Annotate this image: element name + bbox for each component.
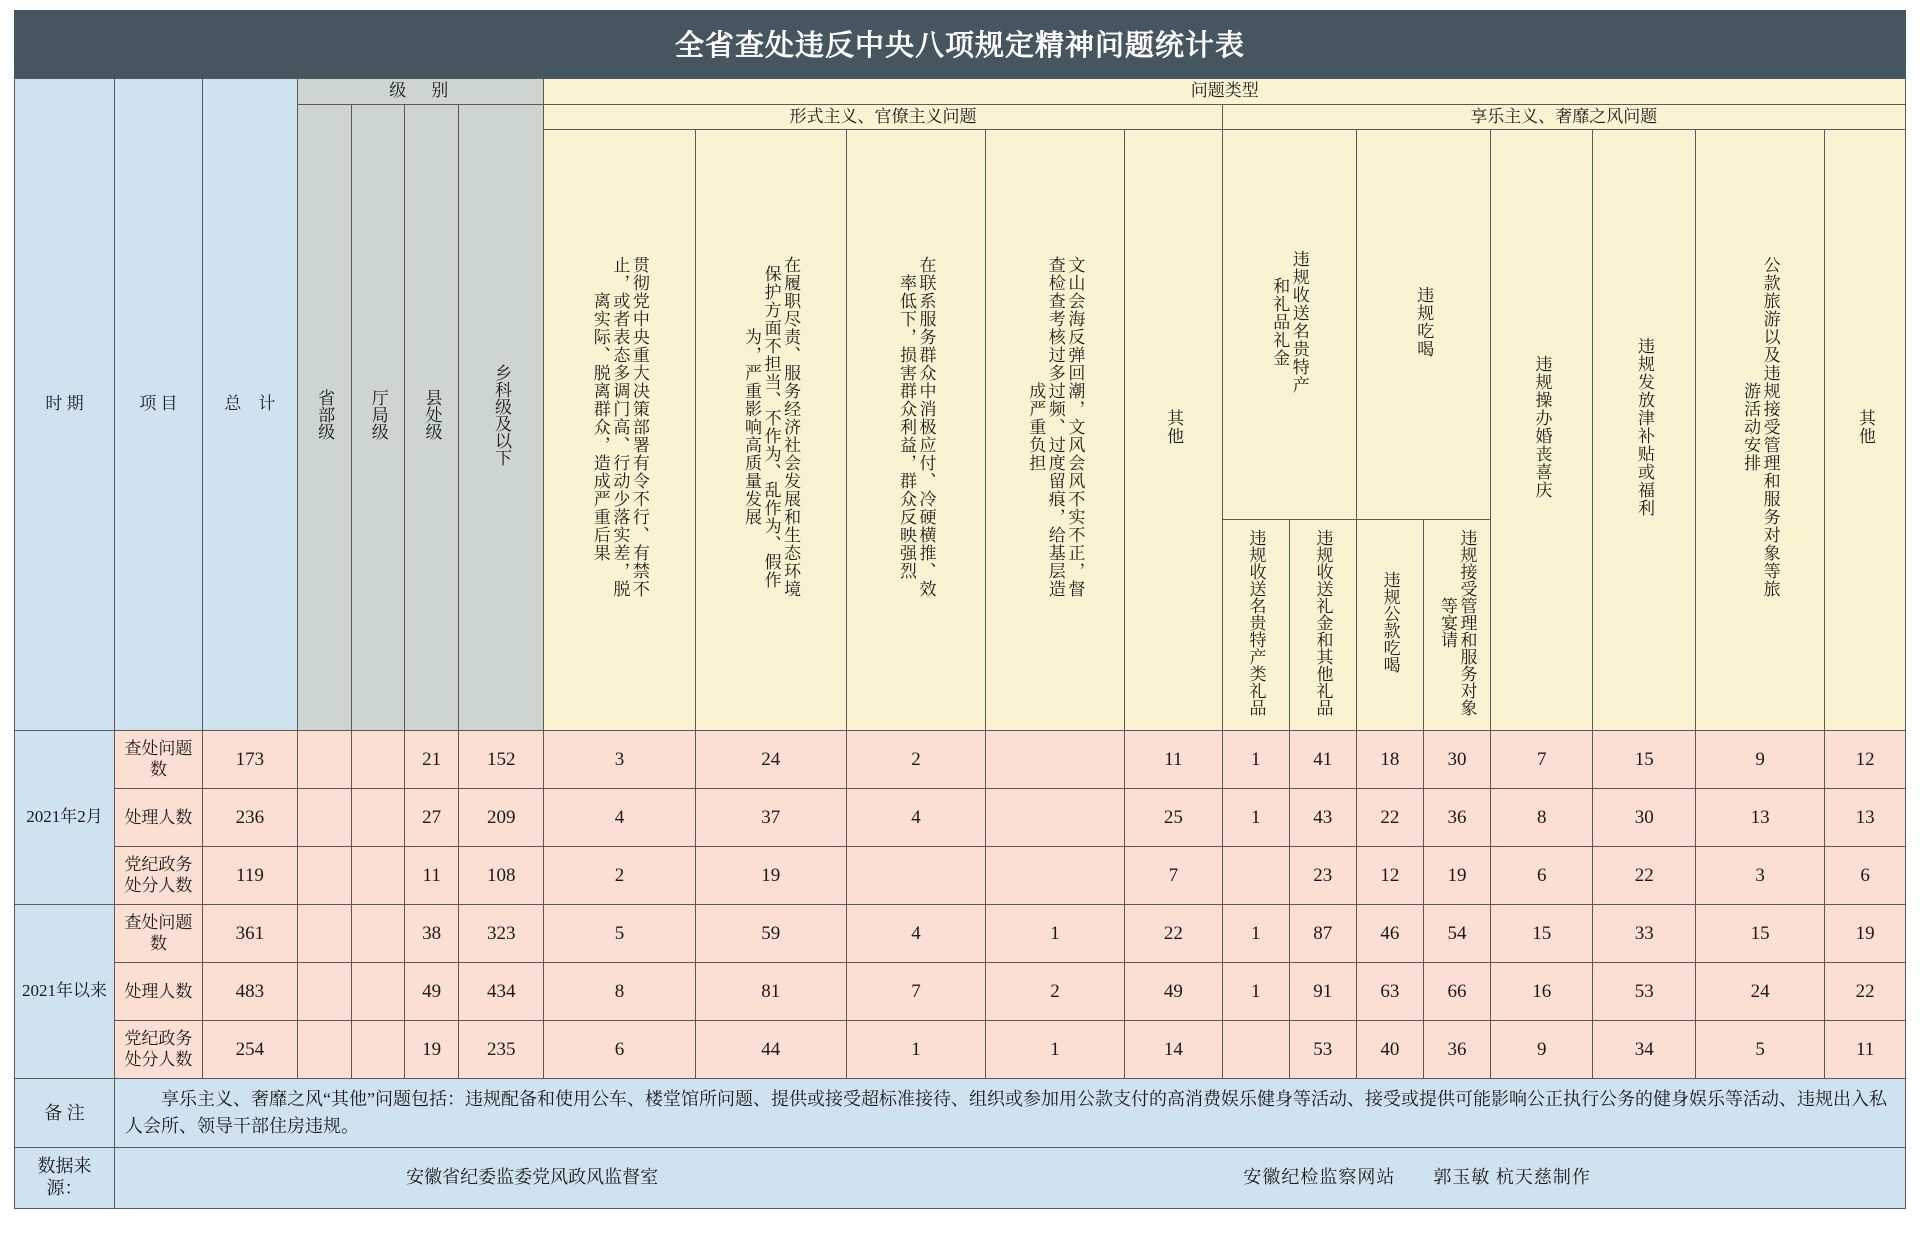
header-formalism-col-2: 在履职尽责、服务经济社会发展和生态环境保护方面不担当、不作为、乱作为、假作为，严重影响高质量发展 bbox=[695, 130, 846, 731]
cell-weddings: 7 bbox=[1491, 731, 1593, 789]
cell-formalism-3: 4 bbox=[846, 789, 985, 847]
cell-tingju bbox=[351, 1021, 405, 1079]
source-department: 安徽省纪委监委党风政风监督室 bbox=[406, 1167, 659, 1188]
header-problem-type: 问题类型 bbox=[544, 79, 1906, 105]
cell-total: 254 bbox=[202, 1021, 297, 1079]
table-row bbox=[15, 963, 1906, 1021]
header-hedonism-dining-group: 违规吃喝 bbox=[1356, 130, 1490, 520]
cell-allowances: 34 bbox=[1593, 1021, 1695, 1079]
cell-travel: 5 bbox=[1695, 1021, 1824, 1079]
row-period-label: 2021年2月 bbox=[15, 731, 115, 905]
header-hedonism-public-dining: 违规公款吃喝 bbox=[1356, 520, 1423, 731]
cell-hedonism-other: 19 bbox=[1825, 905, 1906, 963]
cell-public-dining: 63 bbox=[1356, 963, 1423, 1021]
header-formalism-col-3: 在联系服务群众中消极应付、冷硬横推、效率低下，损害群众利益，群众反映强烈 bbox=[846, 130, 985, 731]
cell-formalism-3 bbox=[846, 847, 985, 905]
cell-formalism-other: 25 bbox=[1125, 789, 1223, 847]
cell-allowances: 15 bbox=[1593, 731, 1695, 789]
cell-hedonism-other: 13 bbox=[1825, 789, 1906, 847]
cell-xiangke: 323 bbox=[459, 905, 544, 963]
cell-shengbu bbox=[298, 789, 352, 847]
cell-allowances: 30 bbox=[1593, 789, 1695, 847]
table-row bbox=[15, 1021, 1906, 1079]
cell-formalism-other: 7 bbox=[1125, 847, 1223, 905]
cell-formalism-4: 1 bbox=[986, 1021, 1125, 1079]
cell-total: 483 bbox=[202, 963, 297, 1021]
cell-shengbu bbox=[298, 731, 352, 789]
header-level-group: 级 别 bbox=[298, 79, 544, 105]
cell-weddings: 9 bbox=[1491, 1021, 1593, 1079]
cell-formalism-1: 6 bbox=[544, 1021, 695, 1079]
cell-tingju bbox=[351, 731, 405, 789]
cell-xianchu: 38 bbox=[405, 905, 459, 963]
cell-formalism-2: 19 bbox=[695, 847, 846, 905]
cell-gift-money: 91 bbox=[1289, 963, 1356, 1021]
cell-gift-specialty: 1 bbox=[1222, 731, 1289, 789]
row-item-label: 处理人数 bbox=[115, 963, 203, 1021]
cell-banquet: 54 bbox=[1423, 905, 1490, 963]
cell-gift-specialty bbox=[1222, 847, 1289, 905]
header-total: 总 计 bbox=[202, 79, 297, 731]
row-item-label: 查处问题数 bbox=[115, 905, 203, 963]
cell-formalism-1: 5 bbox=[544, 905, 695, 963]
cell-hedonism-other: 22 bbox=[1825, 963, 1906, 1021]
cell-formalism-other: 11 bbox=[1125, 731, 1223, 789]
cell-xiangke: 235 bbox=[459, 1021, 544, 1079]
header-period: 时 期 bbox=[15, 79, 115, 731]
cell-xiangke: 209 bbox=[459, 789, 544, 847]
cell-xianchu: 49 bbox=[405, 963, 459, 1021]
header-hedonism-gifts-group: 违规收送名贵特产和礼品礼金 bbox=[1222, 130, 1356, 520]
note-row bbox=[15, 1079, 1906, 1148]
cell-formalism-3: 1 bbox=[846, 1021, 985, 1079]
cell-tingju bbox=[351, 789, 405, 847]
note-text: 享乐主义、奢靡之风“其他”问题包括：违规配备和使用公车、楼堂馆所问题、提供或接受超标准接待、组织或参加用公款支付的高消费娱乐健身等活动、接受或提供可能影响公正执行公务的健身娱乐等活动、违规出入私人会所、领导干部住房违规。 bbox=[115, 1079, 1906, 1148]
cell-shengbu bbox=[298, 1021, 352, 1079]
header-formalism-col-other: 其他 bbox=[1125, 130, 1223, 731]
row-period-label: 2021年以来 bbox=[15, 905, 115, 1079]
cell-hedonism-other: 6 bbox=[1825, 847, 1906, 905]
cell-gift-money: 43 bbox=[1289, 789, 1356, 847]
note-label: 备 注 bbox=[15, 1079, 115, 1148]
header-level-xianchu: 县处级 bbox=[405, 104, 459, 730]
cell-public-dining: 40 bbox=[1356, 1021, 1423, 1079]
cell-formalism-4: 2 bbox=[986, 963, 1125, 1021]
cell-formalism-2: 37 bbox=[695, 789, 846, 847]
cell-formalism-3: 4 bbox=[846, 905, 985, 963]
cell-travel: 13 bbox=[1695, 789, 1824, 847]
cell-formalism-3: 7 bbox=[846, 963, 985, 1021]
header-level-xiangke: 乡科级及以下 bbox=[459, 104, 544, 730]
table-row bbox=[15, 905, 1906, 963]
cell-travel: 15 bbox=[1695, 905, 1824, 963]
cell-gift-specialty bbox=[1222, 1021, 1289, 1079]
cell-formalism-2: 44 bbox=[695, 1021, 846, 1079]
cell-formalism-other: 22 bbox=[1125, 905, 1223, 963]
cell-banquet: 19 bbox=[1423, 847, 1490, 905]
row-item-label: 处理人数 bbox=[115, 789, 203, 847]
cell-travel: 24 bbox=[1695, 963, 1824, 1021]
cell-formalism-other: 49 bbox=[1125, 963, 1223, 1021]
header-hedonism-group: 享乐主义、奢靡之风问题 bbox=[1222, 104, 1905, 130]
cell-banquet: 36 bbox=[1423, 789, 1490, 847]
cell-gift-specialty: 1 bbox=[1222, 789, 1289, 847]
cell-gift-specialty: 1 bbox=[1222, 905, 1289, 963]
cell-xianchu: 11 bbox=[405, 847, 459, 905]
cell-weddings: 6 bbox=[1491, 847, 1593, 905]
cell-weddings: 15 bbox=[1491, 905, 1593, 963]
cell-allowances: 22 bbox=[1593, 847, 1695, 905]
cell-xiangke: 152 bbox=[459, 731, 544, 789]
cell-public-dining: 46 bbox=[1356, 905, 1423, 963]
cell-gift-money: 41 bbox=[1289, 731, 1356, 789]
cell-total: 236 bbox=[202, 789, 297, 847]
cell-xianchu: 27 bbox=[405, 789, 459, 847]
header-hedonism-other: 其他 bbox=[1825, 130, 1906, 731]
cell-formalism-2: 81 bbox=[695, 963, 846, 1021]
header-formalism-group: 形式主义、官僚主义问题 bbox=[544, 104, 1222, 130]
header-level-shengbu: 省部级 bbox=[298, 104, 352, 730]
cell-formalism-3: 2 bbox=[846, 731, 985, 789]
cell-shengbu bbox=[298, 905, 352, 963]
cell-total: 119 bbox=[202, 847, 297, 905]
cell-formalism-1: 3 bbox=[544, 731, 695, 789]
cell-formalism-1: 2 bbox=[544, 847, 695, 905]
cell-allowances: 33 bbox=[1593, 905, 1695, 963]
header-hedonism-travel: 公款旅游以及违规接受管理和服务对象等旅游活动安排 bbox=[1695, 130, 1824, 731]
cell-shengbu bbox=[298, 963, 352, 1021]
header-formalism-col-4: 文山会海反弹回潮，文风会风不实不正，督查检查考核过多过频、过度留痕，给基层造成严重负担 bbox=[986, 130, 1125, 731]
header-hedonism-weddings: 违规操办婚丧喜庆 bbox=[1491, 130, 1593, 731]
cell-allowances: 53 bbox=[1593, 963, 1695, 1021]
source-content bbox=[115, 1148, 1906, 1209]
row-item-label: 党纪政务处分人数 bbox=[115, 1021, 203, 1079]
source-credits: 安徽纪检监察网站 郭玉敏 杭天慈制作 bbox=[1243, 1167, 1591, 1188]
cell-xiangke: 108 bbox=[459, 847, 544, 905]
cell-formalism-other: 14 bbox=[1125, 1021, 1223, 1079]
header-hedonism-gift-money: 违规收送礼金和其他礼品 bbox=[1289, 520, 1356, 731]
header-hedonism-banquet: 违规接受管理和服务对象等宴请 bbox=[1423, 520, 1490, 731]
row-item-label: 党纪政务处分人数 bbox=[115, 847, 203, 905]
cell-weddings: 8 bbox=[1491, 789, 1593, 847]
cell-gift-money: 87 bbox=[1289, 905, 1356, 963]
cell-travel: 9 bbox=[1695, 731, 1824, 789]
row-item-label: 查处问题数 bbox=[115, 731, 203, 789]
cell-tingju bbox=[351, 847, 405, 905]
page-title: 全省查处违反中央八项规定精神问题统计表 bbox=[14, 10, 1906, 78]
cell-shengbu bbox=[298, 847, 352, 905]
cell-formalism-4: 1 bbox=[986, 905, 1125, 963]
cell-gift-money: 23 bbox=[1289, 847, 1356, 905]
header-project: 项 目 bbox=[115, 79, 203, 731]
cell-weddings: 16 bbox=[1491, 963, 1593, 1021]
statistics-table bbox=[14, 78, 1906, 1209]
source-label: 数据来源： bbox=[15, 1148, 115, 1209]
cell-tingju bbox=[351, 905, 405, 963]
cell-formalism-4 bbox=[986, 731, 1125, 789]
cell-xianchu: 19 bbox=[405, 1021, 459, 1079]
header-row-2 bbox=[15, 104, 1906, 130]
cell-formalism-1: 8 bbox=[544, 963, 695, 1021]
cell-xiangke: 434 bbox=[459, 963, 544, 1021]
cell-hedonism-other: 12 bbox=[1825, 731, 1906, 789]
cell-public-dining: 12 bbox=[1356, 847, 1423, 905]
cell-public-dining: 22 bbox=[1356, 789, 1423, 847]
cell-formalism-2: 24 bbox=[695, 731, 846, 789]
cell-banquet: 36 bbox=[1423, 1021, 1490, 1079]
cell-banquet: 30 bbox=[1423, 731, 1490, 789]
cell-gift-money: 53 bbox=[1289, 1021, 1356, 1079]
cell-formalism-1: 4 bbox=[544, 789, 695, 847]
cell-banquet: 66 bbox=[1423, 963, 1490, 1021]
header-hedonism-gift-specialty: 违规收送名贵特产类礼品 bbox=[1222, 520, 1289, 731]
cell-gift-specialty: 1 bbox=[1222, 963, 1289, 1021]
cell-xianchu: 21 bbox=[405, 731, 459, 789]
cell-public-dining: 18 bbox=[1356, 731, 1423, 789]
table-row bbox=[15, 789, 1906, 847]
cell-total: 361 bbox=[202, 905, 297, 963]
header-row-1 bbox=[15, 79, 1906, 105]
cell-formalism-4 bbox=[986, 789, 1125, 847]
header-hedonism-allowances: 违规发放津补贴或福利 bbox=[1593, 130, 1695, 731]
header-level-tingju: 厅局级 bbox=[351, 104, 405, 730]
cell-hedonism-other: 11 bbox=[1825, 1021, 1906, 1079]
header-formalism-col-1: 贯彻党中央重大决策部署有令不行、有禁不止，或者表态多调门高、行动少落实差，脱离实际、脱离群众，造成严重后果 bbox=[544, 130, 695, 731]
cell-travel: 3 bbox=[1695, 847, 1824, 905]
table-row bbox=[15, 731, 1906, 789]
cell-tingju bbox=[351, 963, 405, 1021]
source-row bbox=[15, 1148, 1906, 1209]
cell-formalism-2: 59 bbox=[695, 905, 846, 963]
table-row bbox=[15, 847, 1906, 905]
cell-total: 173 bbox=[202, 731, 297, 789]
cell-formalism-4 bbox=[986, 847, 1125, 905]
